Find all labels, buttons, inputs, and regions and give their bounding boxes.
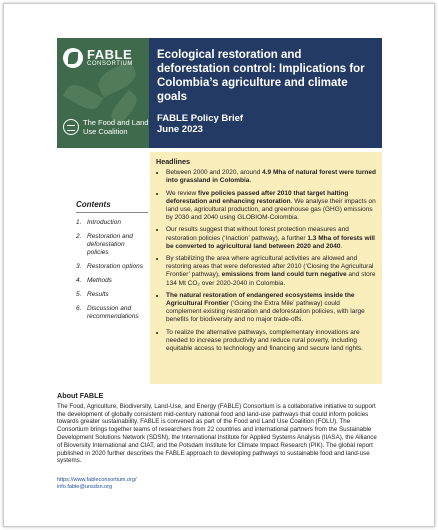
headline-item [166,169,376,185]
fable-logo-name: FABLE [87,46,133,62]
headline-item [166,226,376,251]
header-banner [57,38,382,148]
document-title: Ecological restoration and deforestation control: Implications for Colombia’s agriculture and climate goals [157,49,365,103]
contents-item[interactable] [76,233,148,257]
headline-item [166,329,376,354]
contents-item-label: Results [87,291,109,298]
contents-item[interactable] [76,219,148,227]
about-title: About FABLE [57,391,104,400]
contents-item[interactable] [76,291,148,299]
contents-item[interactable] [76,263,148,271]
hero-image [57,38,149,148]
contents-item-number: 1. [76,219,82,226]
headline-emphasis: 1.3 Mha of forests will be converted to agricultural land between 2020 and 2040 [166,234,375,250]
headline-item [166,255,376,288]
contents-item-label: Restoration options [87,263,144,270]
about-body: The Food, Agriculture, Biodiversity, Land-Use, and Energy (FABLE) Consortium is a collaborative initiative to support the development of globally consistent mid-century national food and land-use pathways that could inform policies towards greater sustainability. FABLE is convened as part of the Food and Land Use Coalition (FOLU). The Consortium brings together teams of researchers from 22 countries and international partners from the Sustainable Development Solutions Network (SDSN), the International Institute for Applied Systems Analysis (IIASA), the Alliance of Bioversity International and CIAT, and the Potsdam Institute for Climate Impact Research (PIK). The global report published in 2020 further describes the FABLE approach to developing pathways to sustainable food and land-use systems. [57,402,377,465]
headlines-list [156,169,376,353]
headline-text: (‘Going the Extra Mile’ pathway) could complement existing restoration and deforestation policies, with large benefits for biodiversity and no major trade-offs. [166,300,365,324]
contents-item-label: Restoration and deforestation policies [87,233,133,256]
headline-text: To realize the alternative pathways, complementary innovations are needed to increase productivity and reduce rural poverty, including equitable access to technology and financing and secure land rights. [166,328,363,353]
about-section [57,392,382,491]
contents-box [76,200,148,327]
headline-text: and store 134 Mt CO₂ over 2020-2040 in Colombia. [166,271,376,287]
headline-emphasis: The natural restoration of endangered ecosystems inside the Agricultural Frontier [166,291,355,308]
contents-item[interactable] [76,277,148,285]
contents-list [76,219,148,321]
brief-label [157,113,374,135]
contents-item-number: 3. [76,263,82,270]
contents-title: Contents [76,200,148,213]
fable-leaf-icon [63,48,83,68]
brief-date: June 2023 [157,124,203,135]
fable-logo-sub: CONSORTIUM [87,60,133,67]
headline-emphasis: emissions from land could turn negative [221,271,347,279]
headlines-title: Headlines [156,157,190,166]
contents-item-number: 4. [76,277,82,284]
headline-item [166,190,376,223]
flu-globe-icon [63,119,79,135]
flu-logo [63,118,149,136]
headline-emphasis: five policies passed after 2010 that target halting deforestation and enhancing restoration [166,189,349,205]
contents-item-number: 6. [76,305,82,312]
about-links [57,477,382,491]
title-panel [149,38,382,148]
headline-text: Between 2000 and 2020, around [166,169,263,177]
fable-logo [63,48,133,68]
contents-item-number: 5. [76,291,82,298]
contents-item[interactable] [76,305,148,321]
email-link[interactable]: info.fable@unsdsn.org [57,484,113,491]
flu-logo-name: The Food and Land Use Coalition [83,118,149,136]
headlines-box [150,152,382,384]
headline-text: By stabilizing the area where agricultural activities are allowed and restoring areas that were deforested after 2010 (‘Closing the Agricultural Frontier’ pathway), [166,255,374,279]
contents-item-label: Methods [87,277,112,284]
headline-text: . [249,177,252,185]
headline-text: . We analyse their impacts on land use, agricultural production, and greenhouse gas (GHG) emissions by 2030 and 2040 using GLOBIOM-Colombia. [166,197,376,222]
headline-text: . [340,242,343,250]
brief-type: FABLE Policy Brief [157,113,244,124]
headline-emphasis: 4.9 Mha of natural forest were turned into grassland in Colombia [166,169,376,185]
headline-text: We review [166,189,199,197]
headline-text: Our results suggest that without forest protection measures and restoration policies (‘Inaction’ pathway), a further [166,226,349,242]
contents-item-number: 2. [76,233,82,240]
contents-item-label: Discussion and recommendations [87,305,139,320]
contents-item-label: Introduction [87,219,121,226]
website-link[interactable]: https://www.fableconsortium.org/ [57,477,137,484]
headline-item [166,292,376,325]
